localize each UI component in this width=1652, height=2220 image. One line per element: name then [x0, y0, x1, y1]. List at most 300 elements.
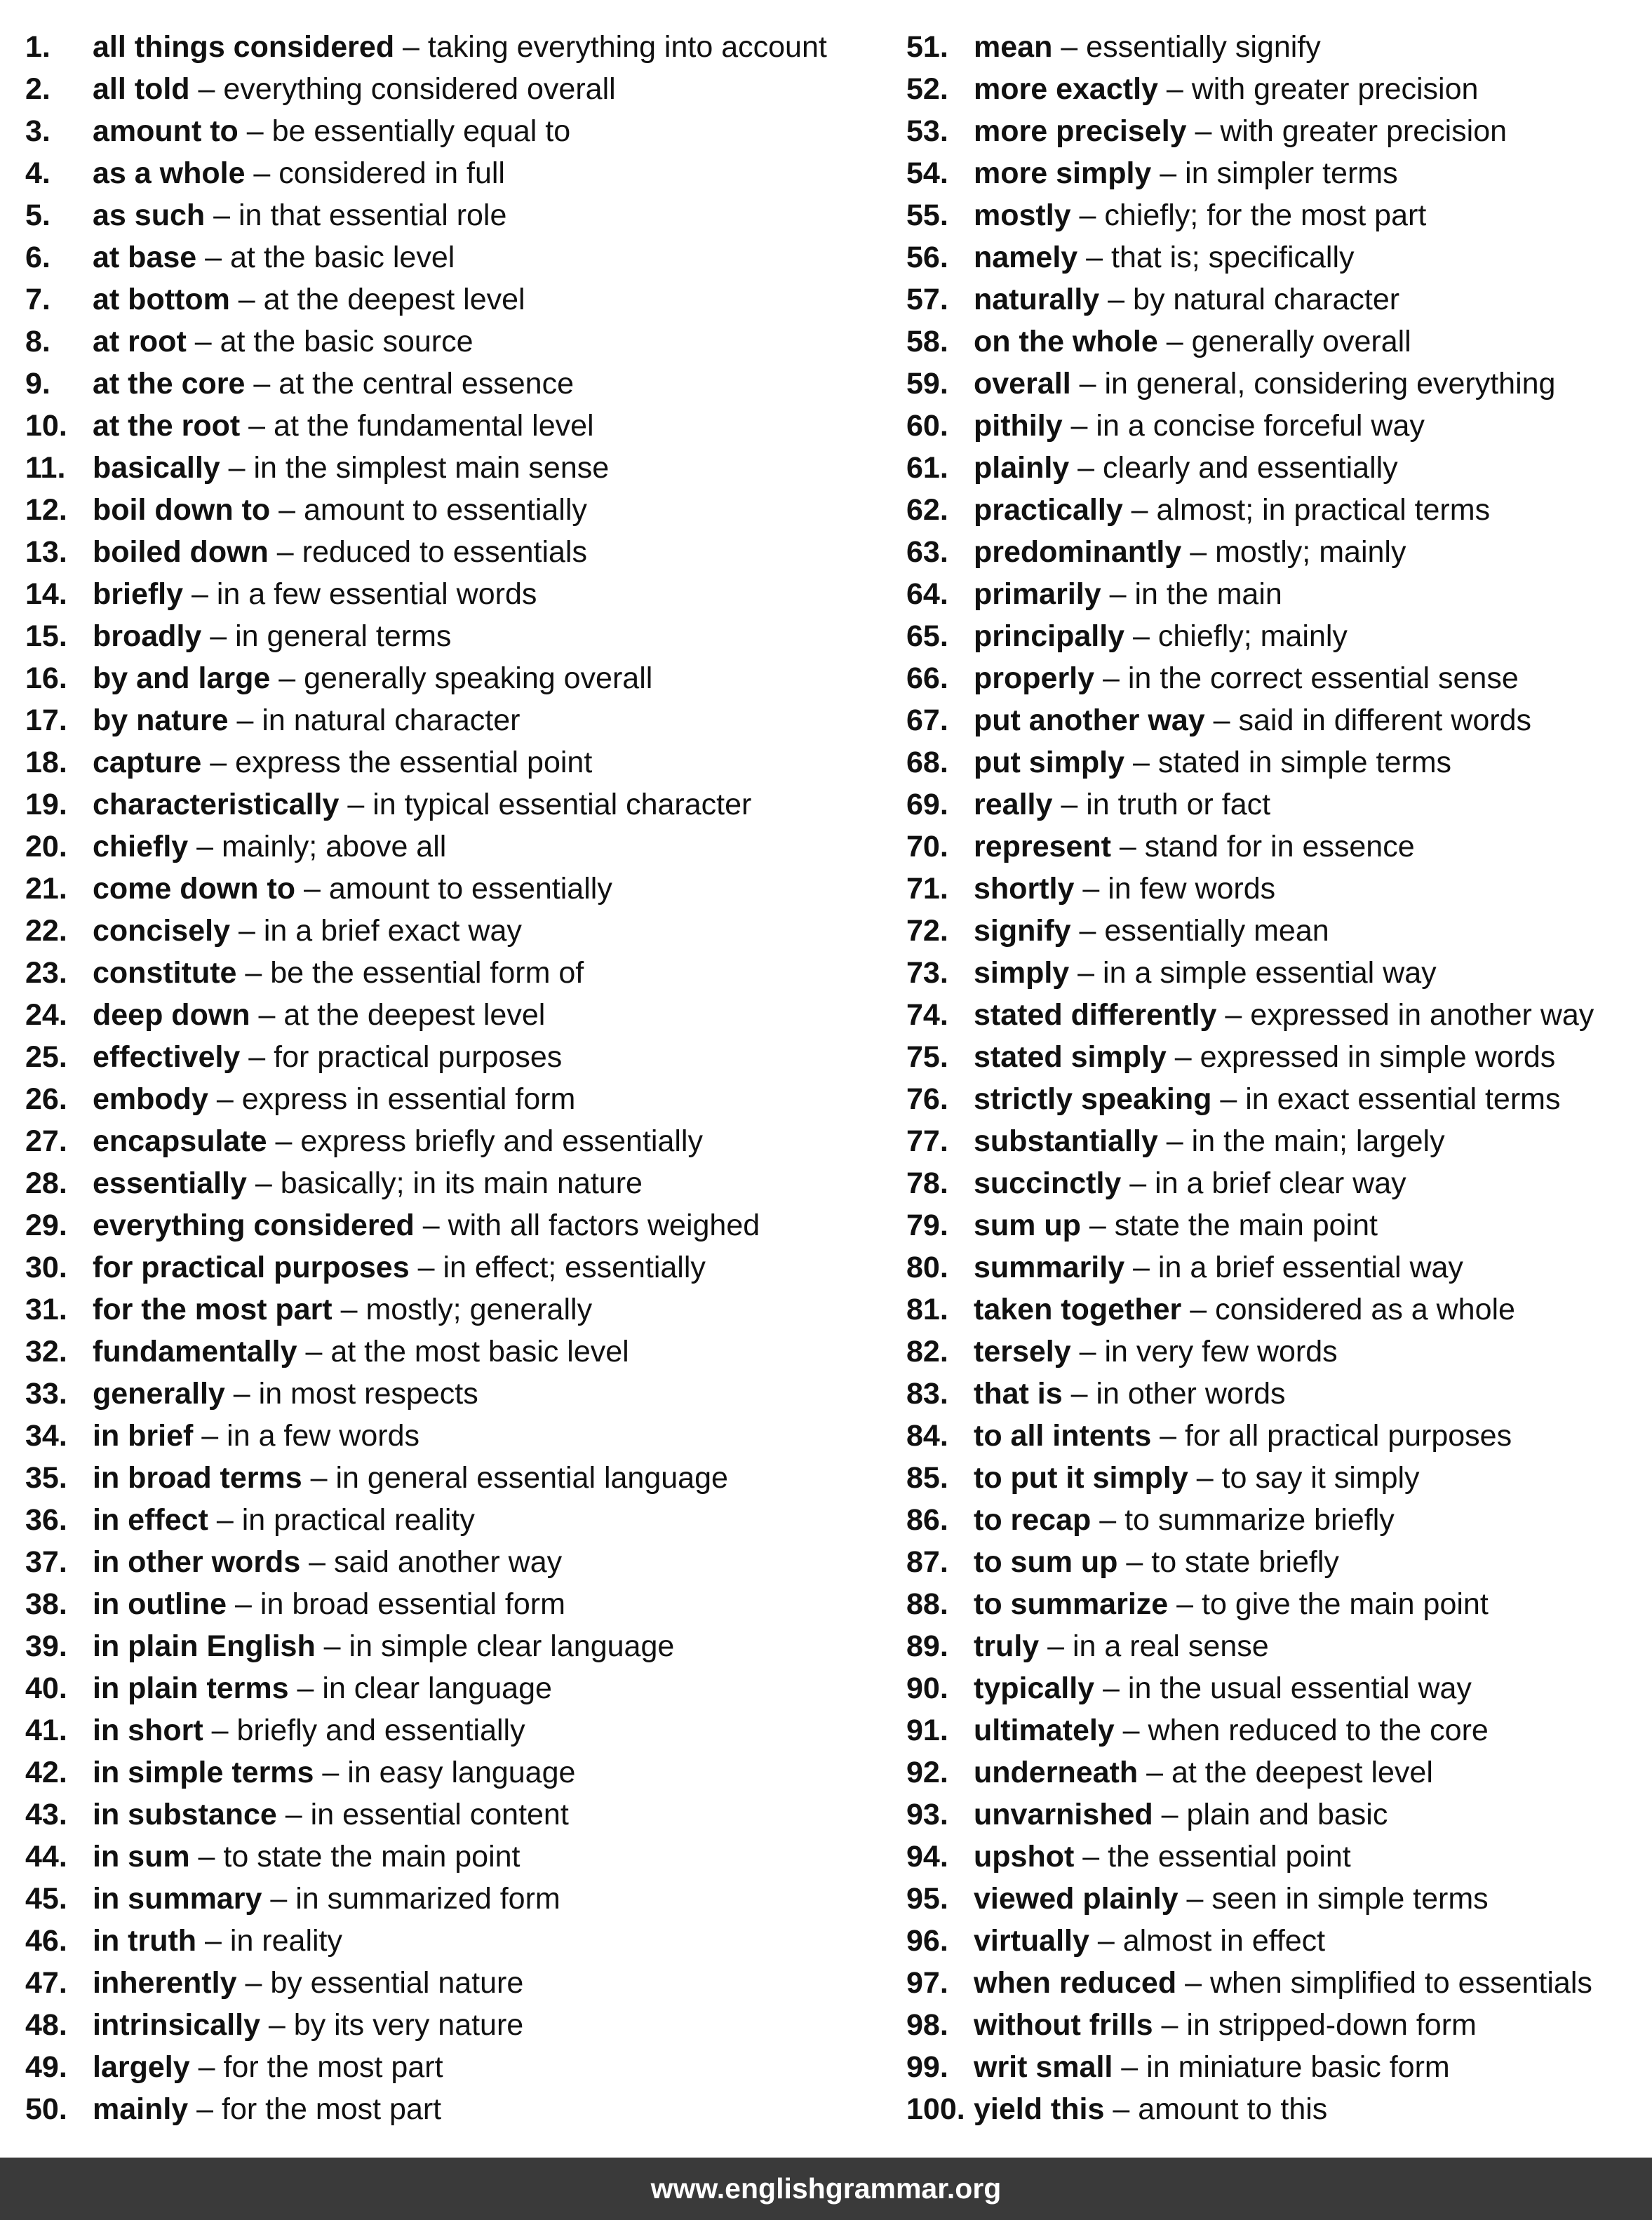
item-separator: –	[1080, 1209, 1115, 1242]
item-separator: –	[250, 998, 284, 1032]
item-term: shortly	[974, 872, 1075, 906]
item-text	[974, 1120, 1445, 1162]
item-definition: everything considered overall	[223, 72, 616, 106]
item-definition: in truth or fact	[1086, 788, 1271, 821]
item-definition: at the basic source	[220, 325, 474, 358]
item-text	[93, 994, 545, 1036]
item-definition: in the usual essential way	[1127, 1671, 1472, 1705]
item-separator: –	[288, 1671, 323, 1705]
item-definition: in simple clear language	[349, 1629, 675, 1663]
list-item	[25, 152, 895, 194]
list-item	[25, 278, 895, 321]
list-item	[906, 363, 1643, 405]
list-item	[906, 952, 1643, 994]
item-text	[974, 826, 1415, 868]
item-separator: –	[1211, 1082, 1246, 1116]
list-item	[906, 447, 1643, 489]
item-number: 99.	[906, 2050, 948, 2084]
item-definition: at the deepest level	[283, 998, 546, 1032]
list-item	[25, 1120, 895, 1162]
list-item	[906, 615, 1643, 657]
item-separator: –	[1070, 199, 1105, 232]
word-list	[0, 26, 1652, 2126]
item-term: fundamentally	[93, 1335, 297, 1368]
item-term: in brief	[93, 1419, 194, 1453]
item-term: underneath	[974, 1756, 1139, 1789]
item-text	[93, 26, 827, 68]
list-item	[906, 1078, 1643, 1120]
item-term: boil down to	[93, 493, 271, 527]
item-term: encapsulate	[93, 1124, 267, 1158]
item-term: tersely	[974, 1335, 1071, 1368]
list-item	[906, 152, 1643, 194]
item-term: primarily	[974, 577, 1101, 611]
item-definition: in typical essential character	[372, 788, 752, 821]
item-number: 41.	[25, 1714, 67, 1747]
item-separator: –	[1178, 1882, 1212, 1916]
item-definition: state the main point	[1114, 1209, 1378, 1242]
item-definition: when reduced to the core	[1148, 1714, 1489, 1747]
item-term: in plain terms	[93, 1671, 289, 1705]
list-item	[906, 2046, 1643, 2088]
item-separator: –	[302, 1461, 336, 1495]
item-separator: –	[201, 619, 236, 653]
item-separator: –	[262, 1882, 296, 1916]
item-text	[93, 1373, 478, 1415]
list-item	[25, 2088, 895, 2130]
item-separator: –	[1039, 1629, 1073, 1663]
list-item	[25, 1920, 895, 1962]
item-definition: with greater precision	[1220, 114, 1507, 148]
item-definition: in general, considering everything	[1104, 367, 1556, 401]
item-text	[93, 194, 506, 236]
list-item	[25, 447, 895, 489]
item-text	[974, 1751, 1433, 1794]
item-number: 86.	[906, 1503, 948, 1537]
item-term: more exactly	[974, 72, 1158, 106]
list-item	[906, 1457, 1643, 1499]
item-text	[93, 826, 446, 868]
item-definition: generally speaking overall	[304, 661, 653, 695]
item-definition: clearly and essentially	[1103, 451, 1398, 485]
item-text	[974, 783, 1270, 826]
item-number: 64.	[906, 577, 948, 611]
item-term: for practical purposes	[93, 1251, 410, 1284]
item-number: 75.	[906, 1040, 948, 1074]
item-term: to sum up	[974, 1545, 1118, 1579]
item-definition: essentially signify	[1086, 30, 1321, 64]
item-number: 98.	[906, 2008, 948, 2042]
item-text	[93, 910, 522, 952]
item-text	[93, 278, 525, 321]
item-term: boiled down	[93, 535, 269, 569]
list-item	[906, 1583, 1643, 1625]
item-separator: –	[1157, 325, 1192, 358]
item-term: generally	[93, 1377, 225, 1411]
item-number: 4.	[25, 156, 51, 190]
item-definition: express in essential form	[241, 1082, 576, 1116]
item-number: 38.	[25, 1587, 67, 1621]
item-term: practically	[974, 493, 1123, 527]
item-number: 45.	[25, 1882, 67, 1916]
item-term: typically	[974, 1671, 1095, 1705]
item-definition: basically; in its main nature	[280, 1166, 643, 1200]
item-separator: –	[315, 1629, 349, 1663]
list-item	[25, 1499, 895, 1541]
item-definition: at the deepest level	[1171, 1756, 1433, 1789]
item-text	[974, 110, 1507, 152]
item-text	[974, 194, 1426, 236]
item-number: 62.	[906, 493, 948, 527]
item-separator: –	[1138, 1756, 1171, 1789]
item-definition: by its very nature	[293, 2008, 524, 2042]
list-item	[25, 741, 895, 783]
item-separator: –	[1121, 1166, 1155, 1200]
item-definition: considered as a whole	[1215, 1293, 1515, 1326]
item-number: 11.	[25, 451, 66, 485]
item-text	[974, 321, 1411, 363]
item-separator: –	[1069, 956, 1103, 990]
item-term: briefly	[93, 577, 184, 611]
item-separator: –	[188, 2092, 222, 2126]
item-number: 82.	[906, 1335, 948, 1368]
list-item	[25, 2046, 895, 2088]
item-number: 6.	[25, 241, 51, 274]
item-number: 26.	[25, 1082, 67, 1116]
item-separator: –	[267, 1124, 301, 1158]
list-item	[25, 952, 895, 994]
item-number: 49.	[25, 2050, 67, 2084]
item-definition: in a brief clear way	[1155, 1166, 1406, 1200]
item-separator: –	[193, 1419, 227, 1453]
item-number: 44.	[25, 1840, 67, 1873]
item-definition: in broad essential form	[260, 1587, 565, 1621]
item-number: 19.	[25, 788, 67, 821]
item-separator: –	[1124, 746, 1158, 779]
list-item	[906, 1541, 1643, 1583]
item-number: 68.	[906, 746, 948, 779]
item-text	[974, 1162, 1406, 1204]
item-term: chiefly	[93, 830, 189, 863]
item-text	[974, 657, 1519, 699]
item-separator: –	[205, 199, 239, 232]
item-number: 29.	[25, 1209, 67, 1242]
item-text	[93, 868, 612, 910]
item-definition: in miniature basic form	[1146, 2050, 1450, 2084]
item-term: characteristically	[93, 788, 340, 821]
item-term: predominantly	[974, 535, 1182, 569]
item-definition: in a concise forceful way	[1096, 409, 1425, 443]
item-term: at bottom	[93, 283, 230, 316]
item-term: naturally	[974, 283, 1100, 316]
item-separator: –	[1094, 1671, 1128, 1705]
item-definition: to give the main point	[1202, 1587, 1489, 1621]
list-item	[906, 1162, 1643, 1204]
item-term: succinctly	[974, 1166, 1122, 1200]
item-text	[93, 152, 505, 194]
item-separator: –	[414, 1209, 448, 1242]
item-separator: –	[1186, 114, 1221, 148]
item-definition: in simpler terms	[1185, 156, 1398, 190]
list-item	[906, 1794, 1643, 1836]
item-text	[93, 447, 609, 489]
list-item	[906, 531, 1643, 573]
item-separator: –	[227, 1587, 260, 1621]
item-definition: at the most basic level	[330, 1335, 629, 1368]
item-term: to put it simply	[974, 1461, 1188, 1495]
list-item	[906, 68, 1643, 110]
item-text	[93, 1751, 575, 1794]
item-definition: for practical purposes	[274, 1040, 563, 1074]
item-separator: –	[1151, 1419, 1186, 1453]
item-term: effectively	[93, 1040, 241, 1074]
item-term: stated simply	[974, 1040, 1167, 1074]
item-definition: in few words	[1108, 872, 1276, 906]
list-item	[25, 1246, 895, 1289]
item-definition: plain and basic	[1186, 1798, 1388, 1831]
item-term: to all intents	[974, 1419, 1152, 1453]
item-text	[974, 531, 1406, 573]
item-separator: –	[246, 1166, 281, 1200]
item-number: 9.	[25, 367, 51, 401]
item-separator: –	[1188, 1461, 1222, 1495]
item-text	[93, 1583, 565, 1625]
item-number: 76.	[906, 1082, 948, 1116]
item-text	[974, 573, 1282, 615]
item-number: 25.	[25, 1040, 67, 1074]
item-text	[974, 952, 1437, 994]
item-text	[974, 1204, 1378, 1246]
item-separator: –	[196, 1924, 230, 1958]
item-number: 16.	[25, 661, 67, 695]
item-number: 60.	[906, 409, 948, 443]
list-item	[25, 699, 895, 741]
item-separator: –	[394, 30, 428, 64]
item-text	[974, 868, 1275, 910]
item-number: 81.	[906, 1293, 948, 1326]
item-separator: –	[409, 1251, 443, 1284]
item-definition: almost; in practical terms	[1156, 493, 1491, 527]
item-definition: in a brief exact way	[263, 914, 522, 948]
item-number: 93.	[906, 1798, 948, 1831]
item-term: principally	[974, 619, 1125, 653]
list-item	[25, 1457, 895, 1499]
item-definition: in easy language	[347, 1756, 576, 1789]
item-definition: said in different words	[1238, 704, 1532, 737]
item-text	[93, 489, 587, 531]
item-separator: –	[1176, 1966, 1210, 2000]
item-separator: –	[1153, 1798, 1187, 1831]
item-text	[974, 1878, 1489, 1920]
list-item	[25, 1289, 895, 1331]
item-number: 1.	[25, 30, 51, 64]
list-item	[906, 1625, 1643, 1667]
list-item	[25, 1078, 895, 1120]
item-number: 88.	[906, 1587, 948, 1621]
item-number: 72.	[906, 914, 948, 948]
item-definition: at the deepest level	[263, 283, 525, 316]
list-item	[25, 1709, 895, 1751]
item-definition: in general essential language	[335, 1461, 728, 1495]
item-text	[93, 1120, 703, 1162]
item-term: to summarize	[974, 1587, 1169, 1621]
item-separator: –	[1181, 1293, 1216, 1326]
item-separator: –	[236, 1966, 271, 2000]
item-text	[974, 405, 1425, 447]
item-term: plainly	[974, 451, 1070, 485]
item-number: 91.	[906, 1714, 948, 1747]
item-separator: –	[1122, 493, 1157, 527]
item-text	[974, 26, 1321, 68]
list-item	[906, 1667, 1643, 1709]
list-item	[25, 1373, 895, 1415]
item-text	[974, 68, 1478, 110]
list-item	[25, 573, 895, 615]
list-item	[906, 783, 1643, 826]
item-definition: mostly; generally	[365, 1293, 593, 1326]
item-definition: for all practical purposes	[1185, 1419, 1512, 1453]
item-definition: considered in full	[278, 156, 505, 190]
item-separator: –	[224, 1377, 259, 1411]
item-definition: be essentially equal to	[271, 114, 571, 148]
list-item	[25, 868, 895, 910]
item-definition: expressed in simple words	[1200, 1040, 1556, 1074]
item-text	[93, 1667, 552, 1709]
item-number: 42.	[25, 1756, 67, 1789]
item-definition: in a simple essential way	[1103, 956, 1437, 990]
footer-url: www.englishgrammar.org	[650, 2172, 1002, 2205]
item-number: 55.	[906, 199, 948, 232]
item-separator: –	[1113, 2050, 1147, 2084]
item-definition: in effect; essentially	[443, 1251, 706, 1284]
list-item	[25, 615, 895, 657]
item-term: on the whole	[974, 325, 1158, 358]
list-item	[25, 1204, 895, 1246]
item-term: put simply	[974, 746, 1125, 779]
item-term: capture	[93, 746, 202, 779]
item-separator: –	[1099, 283, 1134, 316]
item-term: intrinsically	[93, 2008, 260, 2042]
item-separator: –	[1114, 1714, 1148, 1747]
item-number: 34.	[25, 1419, 67, 1453]
item-term: mean	[974, 30, 1053, 64]
item-text	[93, 1078, 575, 1120]
list-item	[906, 1920, 1643, 1962]
item-text	[974, 236, 1355, 278]
list-item	[906, 868, 1643, 910]
item-separator: –	[1168, 1587, 1202, 1621]
item-separator: –	[245, 156, 279, 190]
list-item	[25, 1962, 895, 2004]
item-term: strictly speaking	[974, 1082, 1212, 1116]
item-term: unvarnished	[974, 1798, 1153, 1831]
item-separator: –	[229, 283, 264, 316]
list-item	[906, 1415, 1643, 1457]
item-number: 43.	[25, 1798, 67, 1831]
list-item	[906, 1204, 1643, 1246]
item-term: virtually	[974, 1924, 1089, 1958]
item-term: in other words	[93, 1545, 301, 1579]
item-definition: in the correct essential sense	[1127, 661, 1519, 695]
item-definition: in a brief essential way	[1157, 1251, 1463, 1284]
item-number: 78.	[906, 1166, 948, 1200]
list-item	[906, 994, 1643, 1036]
item-definition: generally overall	[1191, 325, 1411, 358]
item-text	[974, 2088, 1327, 2130]
item-text	[974, 447, 1398, 489]
item-term: sum up	[974, 1209, 1081, 1242]
list-item	[25, 1625, 895, 1667]
item-text	[93, 1962, 523, 2004]
list-item	[25, 236, 895, 278]
item-separator: –	[1104, 2092, 1139, 2126]
item-number: 10.	[25, 409, 67, 443]
item-term: really	[974, 788, 1053, 821]
item-number: 89.	[906, 1629, 948, 1663]
item-separator: –	[189, 2050, 224, 2084]
item-definition: chiefly; for the most part	[1104, 199, 1427, 232]
item-text	[974, 615, 1348, 657]
list-item	[906, 1246, 1643, 1289]
item-number: 58.	[906, 325, 948, 358]
item-text	[93, 1499, 475, 1541]
item-term: properly	[974, 661, 1095, 695]
list-item	[25, 994, 895, 1036]
item-separator: –	[270, 661, 304, 695]
item-text	[974, 1499, 1395, 1541]
item-separator: –	[240, 409, 274, 443]
item-text	[93, 1836, 520, 1878]
item-number: 100.	[906, 2092, 965, 2126]
item-definition: in a few words	[227, 1419, 419, 1453]
list-item	[25, 489, 895, 531]
list-item	[25, 405, 895, 447]
item-number: 23.	[25, 956, 67, 990]
item-number: 90.	[906, 1671, 948, 1705]
item-definition: stand for in essence	[1144, 830, 1415, 863]
item-number: 48.	[25, 2008, 67, 2042]
item-text	[974, 1289, 1515, 1331]
item-term: for the most part	[93, 1293, 333, 1326]
list-item	[25, 1751, 895, 1794]
item-separator: –	[332, 1293, 366, 1326]
item-separator: –	[230, 914, 264, 948]
item-number: 39.	[25, 1629, 67, 1663]
item-number: 12.	[25, 493, 67, 527]
item-number: 83.	[906, 1377, 948, 1411]
item-definition: amount to this	[1138, 2092, 1328, 2126]
list-item	[25, 1836, 895, 1878]
item-term: by and large	[93, 661, 271, 695]
item-separator: –	[295, 872, 329, 906]
item-text	[974, 1246, 1463, 1289]
item-number: 63.	[906, 535, 948, 569]
item-text	[974, 741, 1451, 783]
item-separator: –	[270, 493, 304, 527]
item-number: 92.	[906, 1756, 948, 1789]
item-definition: by essential nature	[270, 1966, 524, 2000]
item-number: 52.	[906, 72, 948, 106]
item-text	[974, 2046, 1450, 2088]
list-item	[906, 2004, 1643, 2046]
item-definition: in reality	[229, 1924, 343, 1958]
list-item	[906, 321, 1643, 363]
item-text	[974, 1920, 1325, 1962]
item-term: by nature	[93, 704, 229, 737]
item-separator: –	[189, 1840, 224, 1873]
item-term: truly	[974, 1629, 1040, 1663]
item-term: in substance	[93, 1798, 277, 1831]
